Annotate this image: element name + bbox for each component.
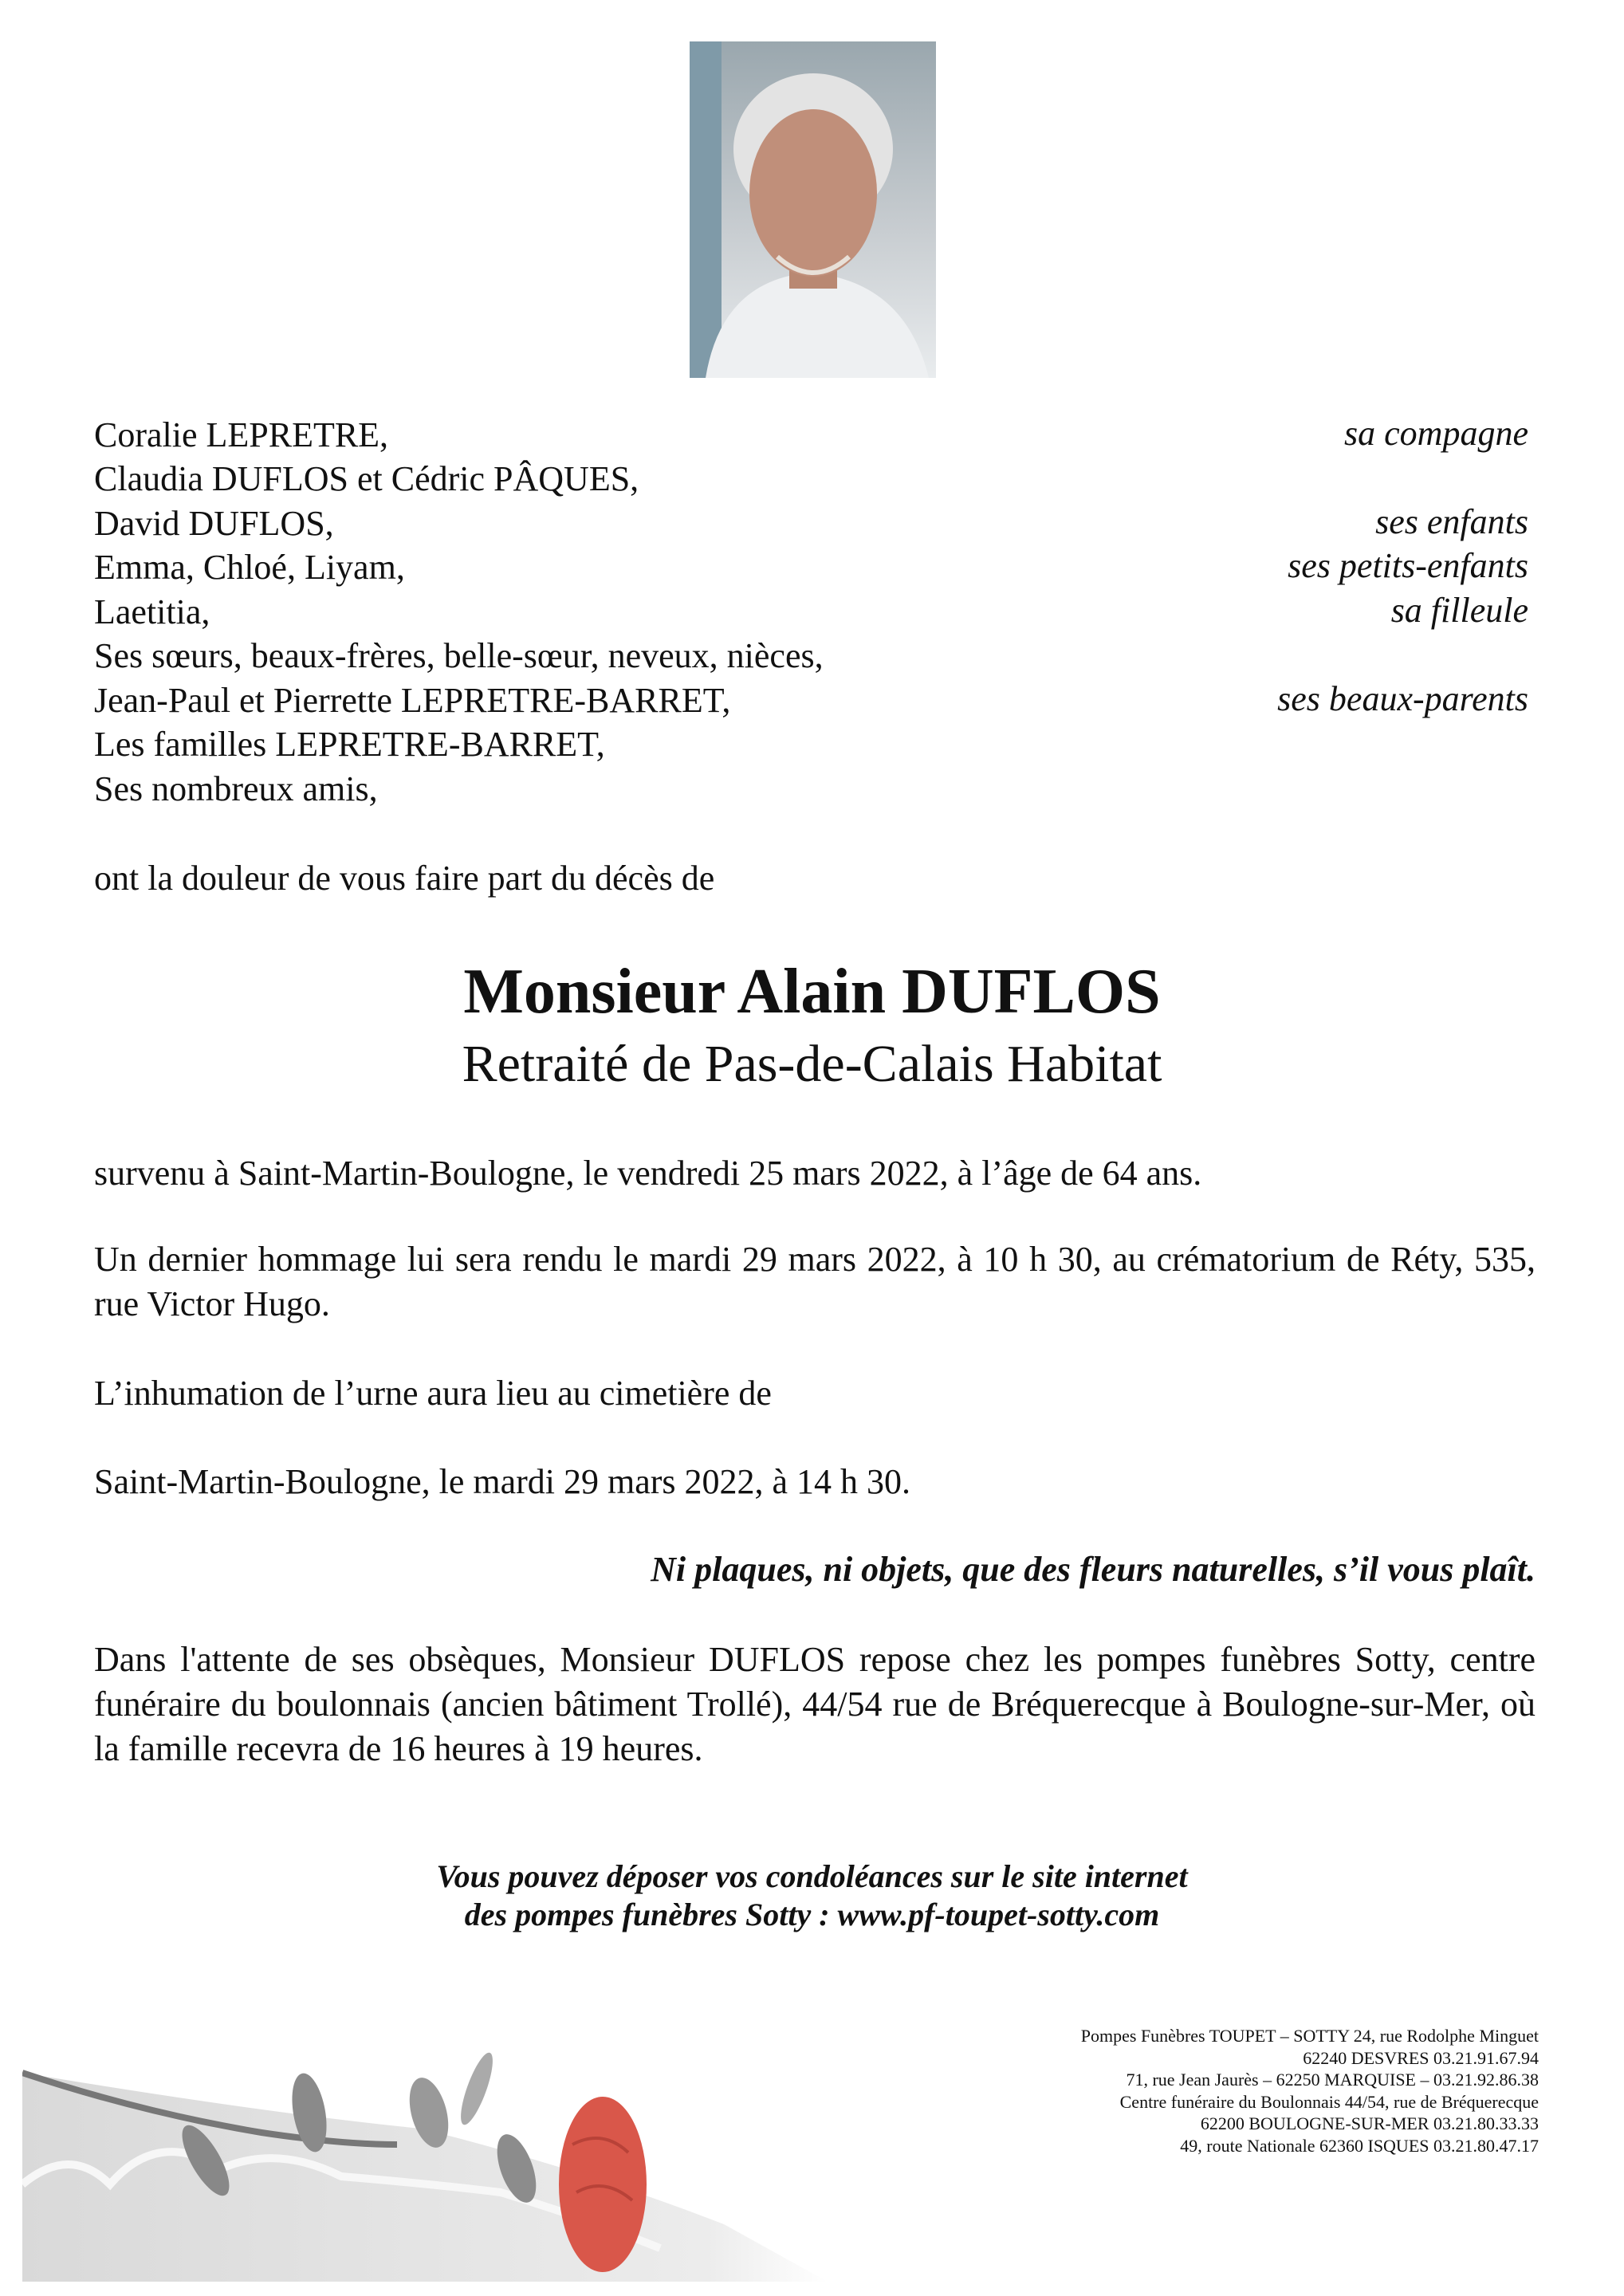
family-relation: ses beaux-parents	[1277, 679, 1528, 718]
family-name: Ses nombreux amis,	[94, 769, 378, 808]
family-name: David DUFLOS,	[94, 504, 334, 543]
footer-line: Centre funéraire du Boulonnais 44/54, rue de Bréquerecque	[1119, 2091, 1539, 2112]
family-relation: sa compagne	[1344, 414, 1528, 453]
family-name: Coralie LEPRETRE,	[94, 415, 389, 454]
repose-text: Dans l'attente de ses obsèques, Monsieur DUFLOS repose chez les pompes funèbres Sotty, centre funéraire du boulonnais (ancien bâtiment Trollé), 44/54 rue de Bréquerecque à Boulogne-sur-Mer, où la famille recevra de 16 heures à 19 heures.	[94, 1640, 1536, 1768]
rose-illustration	[22, 1985, 828, 2288]
footer-line: Pompes Funèbres TOUPET – SOTTY 24, rue Rodolphe Minguet	[1080, 2026, 1539, 2046]
condolences-line-1: Vous pouvez déposer vos condoléances sur le site internet	[436, 1858, 1188, 1894]
ceremony-text: Un dernier hommage lui sera rendu le mardi 29 mars 2022, à 10 h 30, au crématorium de Réty, 535, rue Victor Hugo.	[94, 1240, 1536, 1323]
family-name: Emma, Chloé, Liyam,	[94, 548, 405, 587]
footer-line: 62240 DESVRES 03.21.91.67.94	[1303, 2047, 1539, 2068]
family-name: Laetitia,	[94, 592, 210, 631]
family-relation: ses petits-enfants	[1288, 546, 1528, 585]
flowers-notice: Ni plaques, ni objets, que des fleurs naturelles, s’il vous plaît.	[651, 1550, 1536, 1589]
deceased-name: Monsieur Alain DUFLOS	[463, 957, 1161, 1027]
burial-text-2: Saint-Martin-Boulogne, le mardi 29 mars 2022, à 14 h 30.	[94, 1462, 911, 1501]
family-name: Jean-Paul et Pierrette LEPRETRE-BARRET,	[94, 681, 731, 720]
death-text: survenu à Saint-Martin-Boulogne, le vendredi 25 mars 2022, à l’âge de 64 ans.	[94, 1154, 1202, 1193]
family-relation: sa filleule	[1390, 591, 1528, 630]
portrait-photo	[690, 41, 936, 378]
footer-line: 49, route Nationale 62360 ISQUES 03.21.80.47.17	[1180, 2135, 1539, 2156]
footer-line: 71, rue Jean Jaurès – 62250 MARQUISE – 03.21.92.86.38	[1126, 2070, 1539, 2090]
intro-text: ont la douleur de vous faire part du décès de	[94, 859, 715, 898]
footer-line: 62200 BOULOGNE-SUR-MER 03.21.80.33.33	[1200, 2113, 1539, 2133]
condolences-line-2: des pompes funèbres Sotty : www.pf-toupet-sotty.com	[464, 1897, 1160, 1932]
family-relation: ses enfants	[1375, 502, 1528, 541]
family-name: Les familles LEPRETRE-BARRET,	[94, 725, 605, 764]
family-name: Ses sœurs, beaux-frères, belle-sœur, neveux, nièces,	[94, 636, 824, 675]
family-name: Claudia DUFLOS et Cédric PÂQUES,	[94, 459, 639, 498]
burial-text-1: L’inhumation de l’urne aura lieu au cimetière de	[94, 1374, 772, 1413]
funeral-home-contacts	[1081, 2025, 1539, 2156]
deceased-subtitle: Retraité de Pas-de-Calais Habitat	[462, 1035, 1162, 1093]
